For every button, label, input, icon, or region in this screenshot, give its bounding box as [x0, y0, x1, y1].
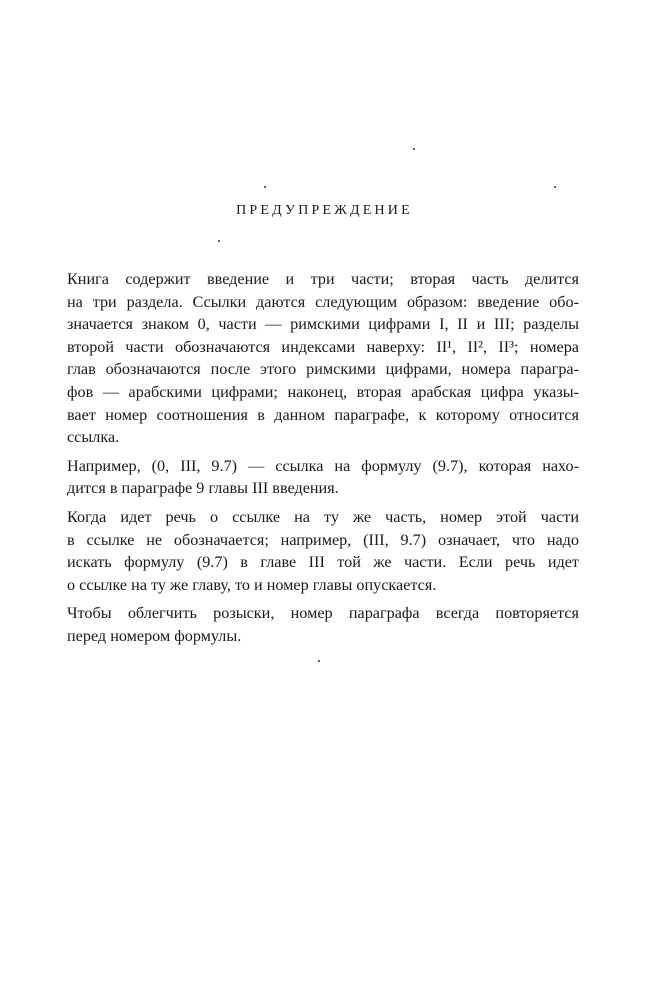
paragraph [67, 455, 579, 500]
text-line: вает номер соотношения в данном параграфе, к которому относится [67, 405, 579, 424]
text-line: Чтобы облегчить розыски, номер параграфа всегда повторяется [67, 604, 579, 623]
text-line: второй части обозначаются индексами наверху: II¹, II², II³; номера [67, 337, 579, 356]
text-line: о ссылке на ту же главу, то и номер главы опускается. [67, 575, 437, 594]
text-line: фов — арабскими цифрами; наконец, вторая арабская цифра указы- [67, 382, 579, 401]
page-title: ПРЕДУПРЕЖДЕНИЕ [236, 203, 413, 218]
print-speck [554, 186, 556, 188]
print-speck [318, 660, 320, 662]
paragraph [67, 268, 579, 449]
paragraph [67, 602, 579, 647]
print-speck [413, 148, 415, 150]
text-line: ссылка. [67, 428, 120, 447]
text-line: перед номером формулы. [67, 626, 242, 645]
text-line: глав обозначаются после этого римскими цифрами, номера парагра- [67, 360, 579, 379]
text-line: значается знаком 0, части — римскими цифрами I, II и III; разделы [67, 315, 579, 334]
text-line: Книга содержит введение и три части; вторая часть делится [67, 270, 579, 288]
print-speck [264, 186, 266, 188]
text-line: Когда идет речь о ссылке на ту же часть, номер этой части [67, 507, 579, 526]
text-line: на три раздела. Ссылки даются следующим образом: введение обо- [67, 292, 579, 311]
text-line: искать формулу (9.7) в главе III той же части. Если речь идет [67, 553, 579, 572]
print-speck [218, 240, 220, 242]
text-line: в ссылке не обозначается; например, (III, 9.7) означает, что надо [67, 530, 579, 549]
text-line: дится в параграфе 9 главы III введения. [67, 479, 339, 498]
paragraph [67, 506, 579, 596]
body-text [67, 268, 579, 654]
text-line: Например, (0, III, 9.7) — ссылка на формулу (9.7), которая нахо- [67, 456, 579, 475]
